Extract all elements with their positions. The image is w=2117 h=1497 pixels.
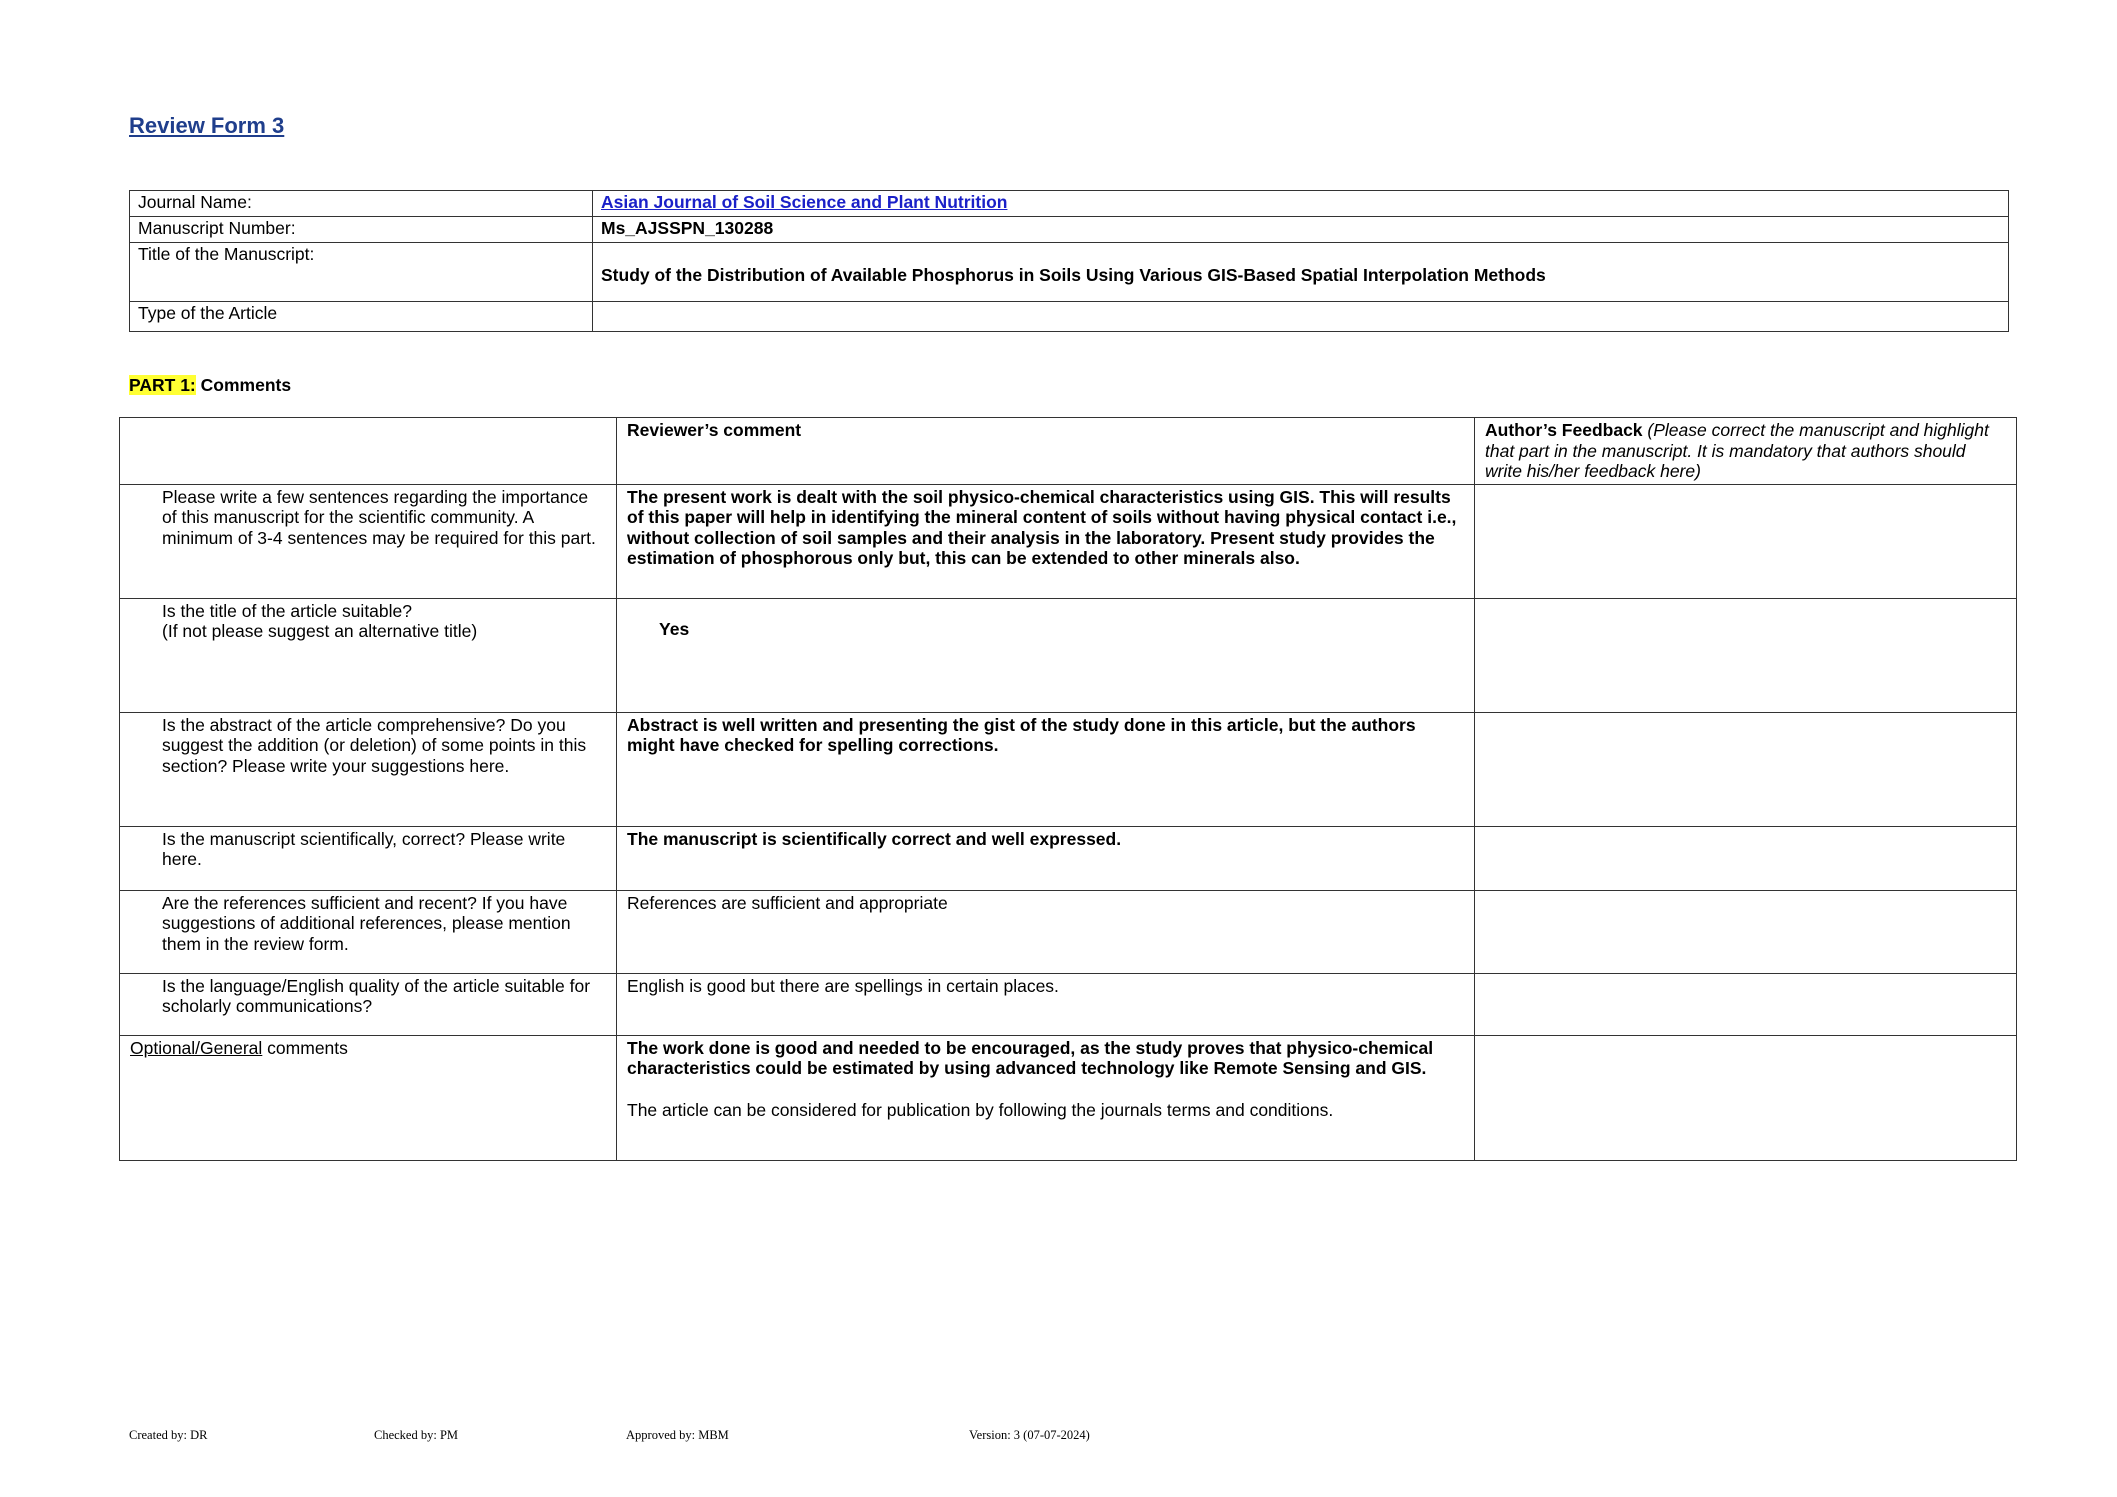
reviewer-comment-references: References are sufficient and appropriate: [617, 890, 1475, 973]
header-empty-cell: [120, 418, 617, 485]
author-feedback-abstract[interactable]: [1475, 712, 2017, 826]
author-feedback-general[interactable]: [1475, 1035, 2017, 1160]
author-feedback-scientific[interactable]: [1475, 826, 2017, 890]
question-references: Are the references sufficient and recent? If you have suggestions of additional references, please mention them in the review form.: [120, 890, 617, 973]
manuscript-number-label: Manuscript Number:: [130, 217, 593, 243]
question-importance: Please write a few sentences regarding the importance of this manuscript for the scientific community. A minimum of 3-4 sentences may be required for this part.: [120, 484, 617, 598]
author-feedback-language[interactable]: [1475, 973, 2017, 1035]
manuscript-number-row: [130, 217, 2009, 243]
general-comments-label-underlined: Optional/General: [130, 1037, 263, 1058]
reviewer-comment-abstract: Abstract is well written and presenting the gist of the study done in this article, but the authors might have checked for spelling corrections.: [617, 712, 1475, 826]
article-type-row: [130, 302, 2009, 332]
manuscript-title-value: Study of the Distribution of Available Phosphorus in Soils Using Various GIS-Based Spatial Interpolation Methods: [593, 243, 2009, 302]
question-title-line2: (If not please suggest an alternative title): [162, 621, 478, 641]
author-feedback-instructions: (Please correct the manuscript and highlight that part in the manuscript. It is mandatory that authors should write his/her feedback here): [1485, 420, 1989, 481]
journal-name-label: Journal Name:: [130, 191, 593, 217]
part1-label: PART 1:: [129, 375, 196, 395]
question-row-importance: [120, 484, 2017, 598]
part1-heading: [129, 375, 291, 396]
reviewer-comment-title: [617, 598, 1475, 712]
reviewer-general-comment: [617, 1035, 1475, 1160]
header-row: [120, 418, 2017, 485]
article-type-value: [593, 302, 2009, 332]
reviewer-comment-header: Reviewer’s comment: [617, 418, 1475, 485]
general-comments-label-rest: comments: [262, 1037, 348, 1058]
question-title-line1: Is the title of the article suitable?: [162, 600, 412, 621]
part1-title: Comments: [200, 375, 292, 395]
reviewer-comment-language: English is good but there are spellings in certain places.: [617, 973, 1475, 1035]
footer-created: Created by: DR: [129, 1428, 208, 1442]
comments-table: [119, 417, 2017, 1161]
general-comments-label: [120, 1035, 617, 1160]
general-comment-regular: The article can be considered for publication by following the journals terms and conditions.: [627, 1099, 1334, 1120]
question-row-scientific: [120, 826, 2017, 890]
footer-version: Version: 3 (07-07-2024): [969, 1428, 1090, 1442]
reviewer-comment-importance: The present work is dealt with the soil physico-chemical characteristics using GIS. This will results of this paper will help in identifying the mineral content of soils without having physical contact i.e., without collection of soil samples and their analysis in the laboratory. Present study provides the estimation of phosphorous only but, this can be extended to other minerals also.: [617, 484, 1475, 598]
journal-name-cell: [593, 191, 2009, 217]
author-feedback-header: [1475, 418, 2017, 485]
article-type-label: Type of the Article: [130, 302, 593, 332]
manuscript-number-value: Ms_AJSSPN_130288: [593, 217, 2009, 243]
question-scientific: Is the manuscript scientifically, correct? Please write here.: [120, 826, 617, 890]
author-feedback-references[interactable]: [1475, 890, 2017, 973]
author-feedback-importance[interactable]: [1475, 484, 2017, 598]
reviewer-comment-scientific: The manuscript is scientifically correct and well expressed.: [617, 826, 1475, 890]
question-row-abstract: [120, 712, 2017, 826]
general-comments-row: [120, 1035, 2017, 1160]
journal-name-link[interactable]: Asian Journal of Soil Science and Plant Nutrition: [601, 192, 1008, 212]
form-title: Review Form 3: [129, 113, 285, 138]
manuscript-info-table: [129, 190, 2009, 332]
manuscript-title-label: Title of the Manuscript:: [130, 243, 593, 302]
author-feedback-title: Author’s Feedback: [1485, 420, 1643, 440]
author-feedback-title-cell[interactable]: [1475, 598, 2017, 712]
manuscript-title-row: [130, 243, 2009, 302]
question-row-language: [120, 973, 2017, 1035]
footer-approved: Approved by: MBM: [626, 1428, 729, 1442]
question-title: [120, 598, 617, 712]
question-row-references: [120, 890, 2017, 973]
question-row-title: [120, 598, 2017, 712]
reviewer-comment-title-answer: Yes: [659, 618, 690, 639]
footer-checked: Checked by: PM: [374, 1428, 459, 1442]
general-comment-bold: The work done is good and needed to be encouraged, as the study proves that physico-chemical characteristics could be estimated by using advanced technology like Remote Sensing and GIS.: [627, 1037, 1434, 1078]
question-language: Is the language/English quality of the article suitable for scholarly communications?: [120, 973, 617, 1035]
journal-name-row: [130, 191, 2009, 217]
question-abstract: Is the abstract of the article comprehensive? Do you suggest the addition (or deletion) of some points in this section? Please write your suggestions here.: [120, 712, 617, 826]
general-comment-spacer: [627, 1079, 1464, 1100]
